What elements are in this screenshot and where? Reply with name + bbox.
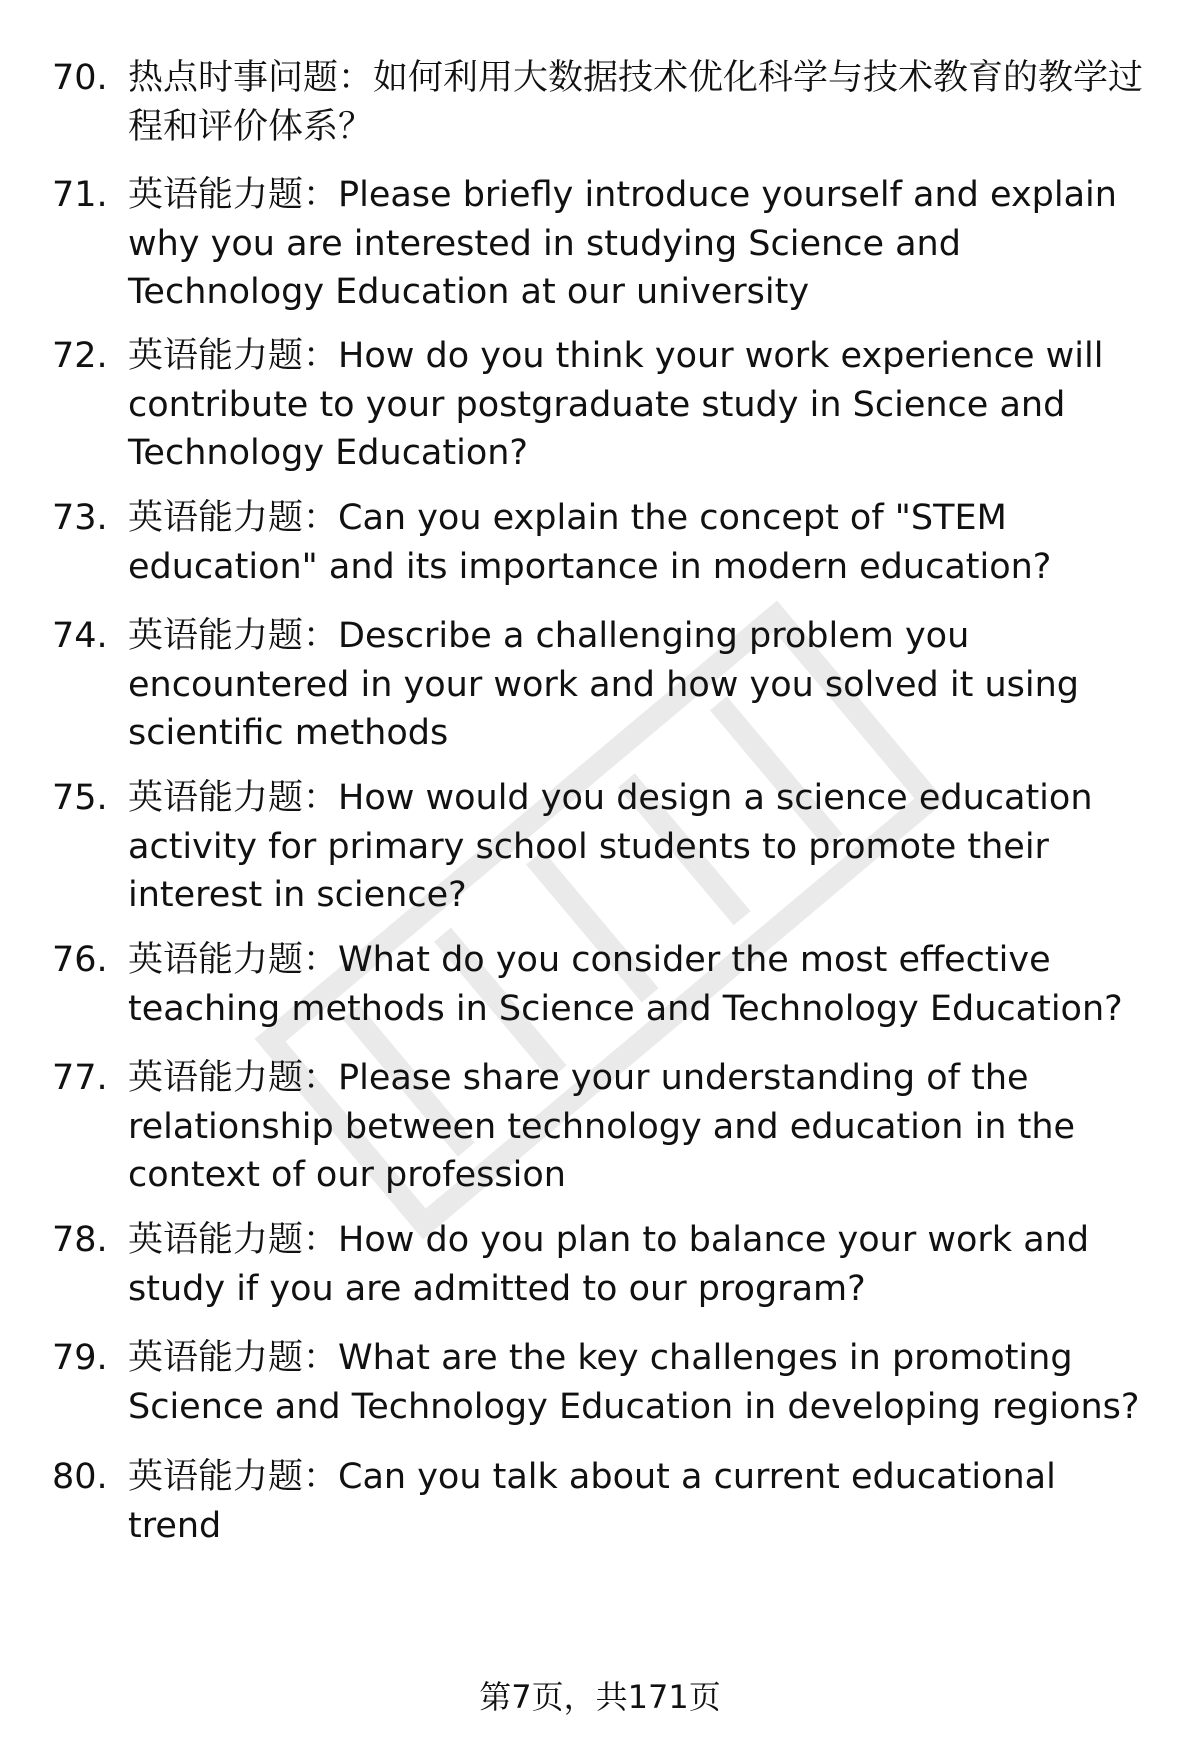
question-number: 70. — [52, 58, 108, 98]
question-text: 英语能力题：How would you design a science education activity for primary school students to promote their interest in science? — [128, 778, 1093, 915]
question-number: 72. — [52, 336, 108, 376]
question-number: 73. — [52, 498, 108, 538]
question-text: 英语能力题：Please share your understanding of the relationship between technology and education in the context of our profession — [128, 1058, 1076, 1195]
question-number: 75. — [52, 778, 108, 818]
question-number: 79. — [52, 1338, 108, 1378]
question-number: 76. — [52, 940, 108, 980]
question-text: 英语能力题：What are the key challenges in promoting Science and Technology Education in developing regions? — [128, 1338, 1140, 1427]
question-text: 英语能力题：How do you think your work experience will contribute to your postgraduate study in Science and Technology Education? — [128, 336, 1104, 473]
question-text: 英语能力题：What do you consider the most effective teaching methods in Science and Technology Education? — [128, 940, 1123, 1029]
question-number: 71. — [52, 175, 108, 215]
question-number: 77. — [52, 1058, 108, 1098]
question-text: 英语能力题：Can you talk about a current educational trend — [128, 1457, 1056, 1546]
question-text: 英语能力题：How do you plan to balance your work and study if you are admitted to our program? — [128, 1220, 1090, 1309]
question-number: 78. — [52, 1220, 108, 1260]
question-number: 74. — [52, 616, 108, 656]
question-text: 热点时事问题：如何利用大数据技术优化科学与技术教育的教学过程和评价体系？ — [128, 58, 1144, 147]
question-number: 80. — [52, 1457, 108, 1497]
question-text: 英语能力题：Can you explain the concept of "STEM education" and its importance in modern education? — [128, 498, 1052, 587]
page-number-footer: 第7页，共171页 — [479, 1678, 721, 1716]
question-text: 英语能力题：Describe a challenging problem you encountered in your work and how you solved it using scientific methods — [128, 616, 1079, 753]
question-text: 英语能力题：Please briefly introduce yourself and explain why you are interested in studying Science and Technology Education at our university — [128, 175, 1117, 312]
